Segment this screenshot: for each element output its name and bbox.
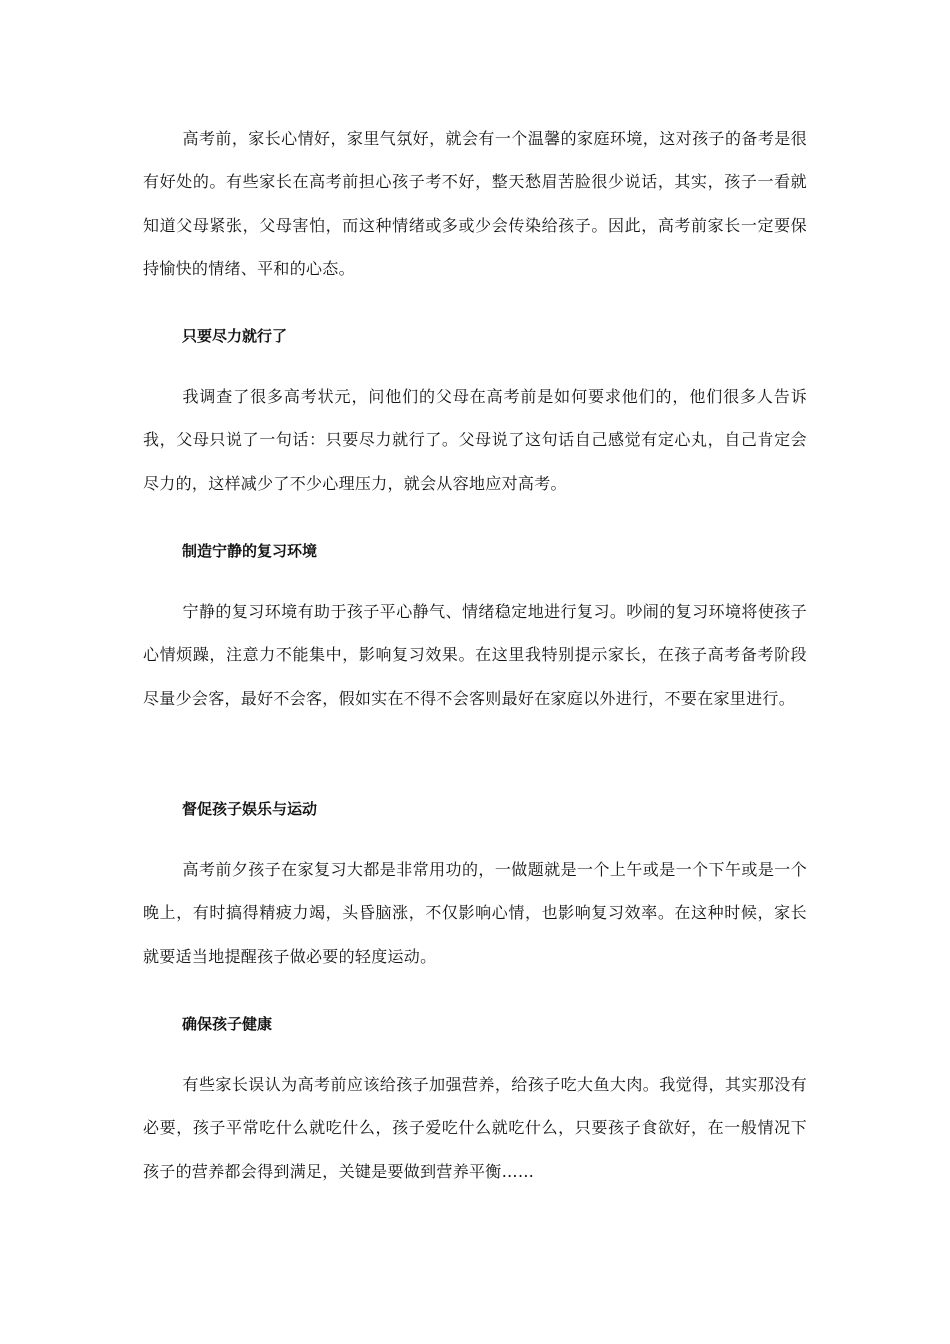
paragraph-quiet-environment: 宁静的复习环境有助于孩子平心静气、情绪稳定地进行复习。吵闹的复习环境将使孩子心情烦躁，注意力不能集中，影响复习效果。在这里我特别提示家长，在孩子高考备考阶段尽量少会客，最好不会客，假如实在不得不会客则最好在家庭以外进行，不要在家里进行。 (143, 602, 807, 708)
heading-recreation-exercise: 督促孩子娱乐与运动 (182, 800, 318, 818)
paragraph-child-health: 有些家长误认为高考前应该给孩子加强营养，给孩子吃大鱼大肉。我觉得，其实那没有必要，孩子平常吃什么就吃什么，孩子爱吃什么就吃什么，只要孩子食欲好，在一般情况下孩子的营养都会得到满足，关键是要做到营养平衡…… (143, 1075, 807, 1181)
heading-quiet-environment: 制造宁静的复习环境 (182, 542, 318, 560)
paragraph-do-your-best: 我调查了很多高考状元，问他们的父母在高考前是如何要求他们的，他们很多人告诉我，父母只说了一句话：只要尽力就行了。父母说了这句话自己感觉有定心丸，自己肯定会尽力的，这样减少了不少心理压力，就会从容地应对高考。 (143, 387, 807, 493)
heading-do-your-best: 只要尽力就行了 (182, 327, 288, 345)
paragraph-calm-mood: 高考前，家长心情好，家里气氛好，就会有一个温馨的家庭环境，这对孩子的备考是很有好处的。有些家长在高考前担心孩子考不好，整天愁眉苦脸很少说话，其实，孩子一看就知道父母紧张，父母害怕，而这种情绪或多或少会传染给孩子。因此，高考前家长一定要保持愉快的情绪、平和的心态。 (143, 129, 807, 278)
paragraph-recreation-exercise: 高考前夕孩子在家复习大都是非常用功的，一做题就是一个上午或是一个下午或是一个晚上，有时搞得精疲力竭，头昏脑涨，不仅影响心情，也影响复习效率。在这种时候，家长就要适当地提醒孩子做必要的轻度运动。 (143, 860, 807, 966)
heading-child-health: 确保孩子健康 (182, 1015, 273, 1033)
